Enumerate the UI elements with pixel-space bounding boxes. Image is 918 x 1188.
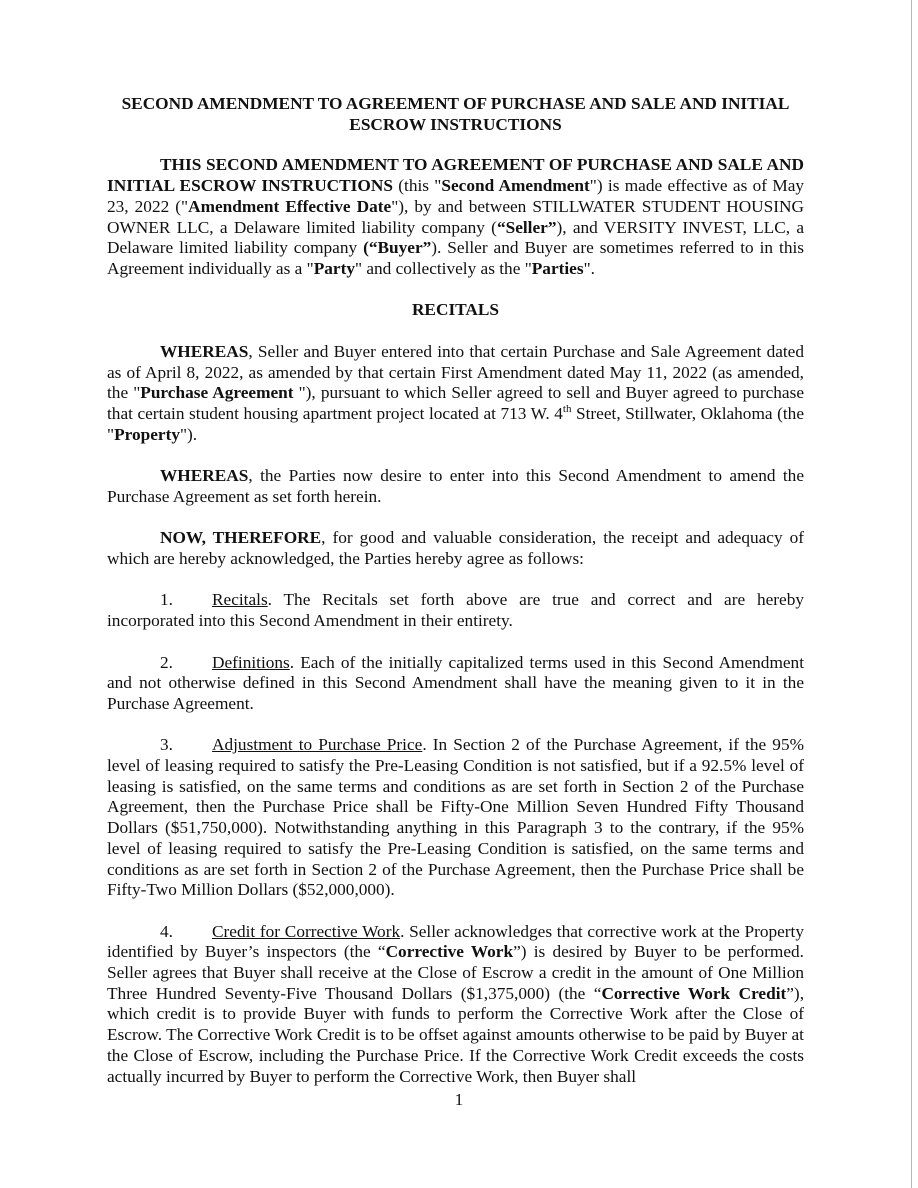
section-heading: Recitals [212, 590, 268, 610]
text-run: ”) is desired by Buyer to be performed. Seller agrees that Buyer shall receive at the Close of Escrow a credit in the amount of One Million Three Hundred Seventy-Five Thousand Dollars ($1,375,000) (the “ [107, 942, 804, 1003]
defined-term: THIS SECOND AMENDMENT TO AGREEMENT OF PURCHASE AND SALE AND INITIAL ESCROW INSTRUCTIONS [107, 155, 804, 196]
numbered-section [107, 922, 804, 1088]
defined-term: NOW, THEREFORE [160, 528, 322, 548]
text-run: , Seller and Buyer entered into that certain Purchase and Sale Agreement dated as of April 8, 2022, as amended by that certain First Amendment dated May 11, 2022 (as amended, the " [107, 342, 804, 403]
paragraph [107, 342, 804, 446]
document-title: SECOND AMENDMENT TO AGREEMENT OF PURCHASE AND SALE AND INITIAL ESCROW INSTRUCTIONS [121, 94, 790, 134]
page-number: 1 [454, 1090, 464, 1109]
text-run: " and collectively as the " [354, 258, 532, 278]
text-run: . The Recitals set forth above are true and correct and are hereby incorporated into this Second Amendment in their entirety. [107, 590, 804, 631]
numbered-section [107, 653, 804, 715]
defined-term: Party [313, 258, 355, 278]
defined-term: Corrective Work [385, 942, 514, 962]
document-body [107, 155, 804, 1087]
text-run: ). Seller and Buyer are sometimes referred to in this Agreement individually as a " [107, 238, 804, 278]
defined-term: Parties [531, 258, 584, 278]
document-page [107, 94, 804, 1108]
text-run: Street, Stillwater, Oklahoma (the " [107, 404, 804, 444]
numbered-section [107, 735, 804, 901]
section-heading: Adjustment to Purchase Price [212, 735, 423, 755]
defined-term: Corrective Work Credit [601, 983, 787, 1003]
defined-term: Property [114, 424, 180, 444]
defined-term: Second Amendment [441, 176, 590, 196]
defined-term: “Seller” [496, 217, 557, 237]
text-run: ), and VERSITY INVEST, LLC, a Delaware limited liability company [107, 217, 804, 258]
section-number: 2. [160, 652, 173, 672]
defined-term: Purchase Agreement [140, 383, 299, 403]
text-run: "). [179, 424, 198, 444]
text-run: . In Section 2 of the Purchase Agreement, if the 95% level of leasing required to satisfy the Pre-Leasing Condition is not satisfied, but if a 92.5% level of leasing is satisfied, on the same terms and conditions as are set forth in Section 2 of the Purchase Agreement, then the Purchase Price shall be Fifty-One Million Seven Hundred Fifty Thousand Dollars ($51,750,000). Notwithstanding anything in this Paragraph 3 to the contrary, if the 95% level of leasing required to satisfy the Pre-Leasing Condition is satisfied, on the same terms and conditions as are set forth in Section 2 of the Purchase Agreement, then the Purchase Price shall be Fifty-Two Million Dollars ($52,000,000). [107, 735, 804, 900]
section-number: 3. [160, 735, 173, 755]
recitals-heading: RECITALS [411, 300, 500, 320]
text-run: "), by and between STILLWATER STUDENT HOUSING OWNER LLC, a Delaware limited liability company ( [107, 196, 804, 237]
defined-term: (“Buyer” [363, 238, 432, 258]
paragraph [107, 466, 804, 507]
text-run: ". [583, 258, 595, 278]
text-run: th [562, 403, 572, 416]
text-run: "), pursuant to which Seller agreed to sell and Buyer agreed to purchase that certain student housing apartment project located at 713 W. 4 [107, 383, 804, 424]
text-run: ") is made effective as of May 23, 2022 (" [107, 176, 805, 216]
paragraph [107, 528, 804, 569]
text-run: ”), which credit is to provide Buyer with funds to perform the Corrective Work after the Close of Escrow. The Corrective Work Credit is to be offset against amounts otherwise to be paid by Buyer at the Close of Escrow, including the Purchase Price. If the Corrective Work Credit exceeds the costs actually incurred by Buyer to perform the Corrective Work, then Buyer shall [107, 983, 805, 1086]
section-heading: Credit for Corrective Work [212, 921, 401, 941]
text-run: . Seller acknowledges that corrective work at the Property identified by Buyer’s inspectors (the “ [107, 921, 804, 962]
scan-edge-line [911, 0, 912, 1188]
numbered-section [107, 590, 804, 631]
section-number: 4. [160, 921, 173, 941]
text-run: , for good and valuable consideration, the receipt and adequacy of which are hereby acknowledged, the Parties hereby agree as follows: [107, 528, 804, 569]
section-heading: Definitions [212, 652, 290, 672]
paragraph [107, 155, 804, 279]
text-run: (this " [392, 176, 442, 196]
text-run: , the Parties now desire to enter into this Second Amendment to amend the Purchase Agreement as set forth herein. [107, 466, 804, 506]
defined-term: WHEREAS [160, 342, 249, 362]
section-number: 1. [160, 590, 173, 610]
defined-term: Amendment Effective Date [188, 196, 392, 216]
text-run: . Each of the initially capitalized terms used in this Second Amendment and not otherwise defined in this Second Amendment shall have the meaning given to it in the Purchase Agreement. [107, 652, 804, 713]
defined-term: WHEREAS [160, 466, 249, 486]
